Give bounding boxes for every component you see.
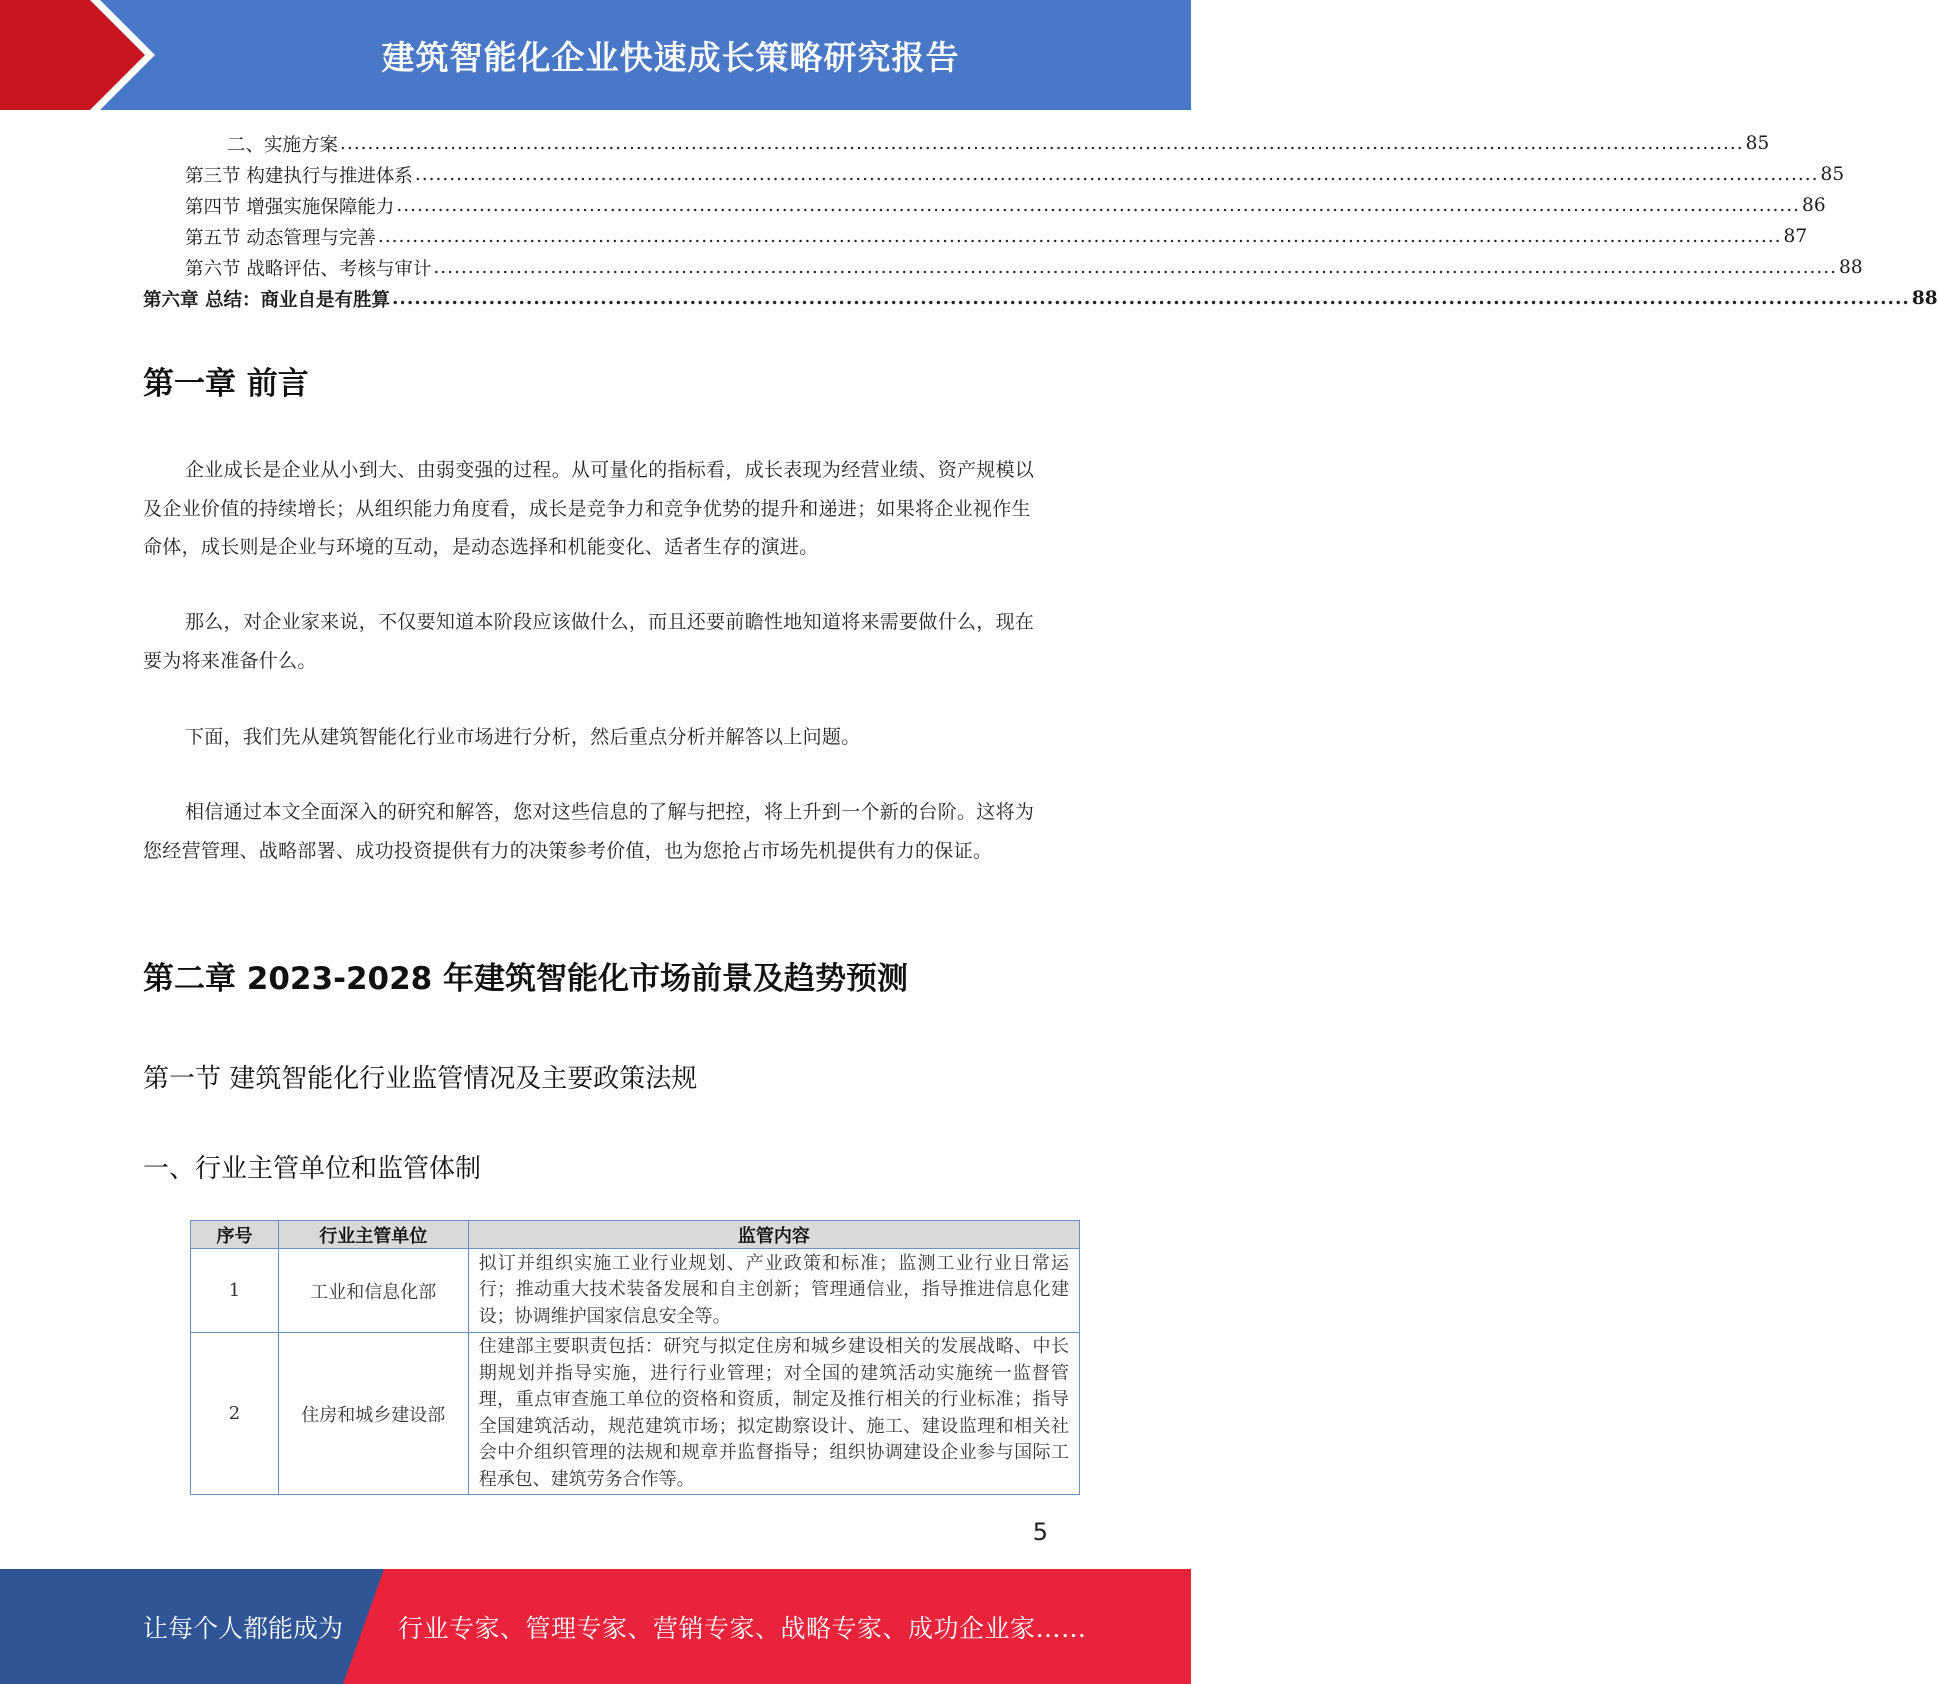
toc-entry-title: 第六节 战略评估、考核与审计: [185, 255, 433, 281]
header-title: 建筑智能化企业快速成长策略研究报告: [381, 37, 960, 77]
toc-leader-dots: ............................................................................................................................................................................................................: [396, 194, 1801, 216]
body-paragraph: 下面，我们先从建筑智能化行业市场进行分析，然后重点分析并解答以上问题。: [185, 726, 861, 748]
cell-number: 2: [191, 1333, 279, 1495]
toc-entry-page: 85: [1745, 133, 1770, 154]
cell-content: 拟订并组织实施工业行业规划、产业政策和标准；监测工业行业日常运行；推动重大技术装备发展和自主创新；管理通信业，指导推进信息化建设；协调维护国家信息安全等。: [468, 1249, 1079, 1333]
column-header: 行业主管单位: [278, 1221, 468, 1249]
page-footer: [0, 1569, 1191, 1684]
toc-entry[interactable]: [143, 252, 1863, 283]
cell-content: 住建部主要职责包括：研究与拟定住房和城乡建设相关的发展战略、中长期规划并指导实施，进行行业管理；对全国的建筑活动实施统一监督管理，重点审查施工单位的资格和资质，制定及推行相关的行业标准；指导全国建筑活动，规范建筑市场；拟定勘察设计、施工、建设监理和相关社会中介组织管理的法规和规章并监督指导；组织协调建设企业参与国际工程承包、建筑劳务合作等。: [468, 1333, 1079, 1495]
regulator-table: [190, 1220, 1080, 1495]
column-header: 监管内容: [468, 1221, 1079, 1249]
footer-slogan-left: 让每个人都能成为: [143, 1613, 344, 1643]
table-row: [191, 1333, 1080, 1495]
body-paragraph: 企业成长是企业从小到大、由弱变强的过程。从可量化的指标看，成长表现为经营业绩、资产规模以及企业价值的持续增长；从组织能力角度看，成长是竞争力和竞争优势的提升和递进；如果将企业视作生命体，成长则是企业与环境的互动，是动态选择和机能变化、适者生存的演进。: [143, 459, 1035, 558]
table-row: [191, 1249, 1080, 1333]
toc-leader-dots: ............................................................................................................................................................................................................: [340, 132, 1744, 154]
cell-unit: 住房和城乡建设部: [278, 1333, 468, 1495]
toc-entry[interactable]: [143, 283, 1938, 314]
toc-entry-title: 第六章 总结：商业自是有胜算: [143, 286, 392, 312]
toc-leader-dots: ............................................................................................................................................................................................................: [414, 163, 1819, 185]
toc-entry[interactable]: [143, 159, 1845, 190]
toc-entry-page: 88: [1911, 288, 1938, 309]
toc-leader-dots: ............................................................................................................................................................................................................: [391, 287, 1910, 309]
toc-entry-title: 第四节 增强实施保障能力: [185, 193, 396, 219]
toc-entry[interactable]: [143, 221, 1808, 252]
toc-leader-dots: ............................................................................................................................................................................................................: [377, 225, 1782, 247]
header-arrow-icon: [0, 0, 160, 110]
toc-entry-page: 86: [1802, 195, 1826, 216]
subsection-heading: 一、行业主管单位和监管体制: [143, 1154, 482, 1184]
toc-entry[interactable]: [143, 128, 1770, 159]
footer-slogan-right: 行业专家、管理专家、营销专家、战略专家、成功企业家……: [398, 1613, 1087, 1643]
page-header: [0, 0, 1191, 110]
cell-unit: 工业和信息化部: [278, 1249, 468, 1333]
section-heading: 第一节 建筑智能化行业监管情况及主要政策法规: [143, 1064, 698, 1094]
toc-entry-title: 二、实施方案: [227, 131, 340, 157]
toc-entry-title: 第五节 动态管理与完善: [185, 224, 378, 250]
table-of-contents: [143, 128, 1938, 314]
chapter-heading: 第二章 2023-2028 年建筑智能化市场前景及趋势预测: [143, 961, 909, 997]
column-header: 序号: [191, 1221, 279, 1249]
chapter-heading: 第一章 前言: [143, 366, 309, 402]
page-number: 5: [1032, 1518, 1048, 1546]
table-header-row: [191, 1221, 1080, 1249]
toc-entry-page: 87: [1783, 226, 1808, 247]
body-paragraph: 相信通过本文全面深入的研究和解答，您对这些信息的了解与把控，将上升到一个新的台阶。这将为您经营管理、战略部署、成功投资提供有力的决策参考价值，也为您抢占市场先机提供有力的保证。: [143, 801, 1035, 862]
body-paragraph: 那么，对企业家来说，不仅要知道本阶段应该做什么，而且还要前瞻性地知道将来需要做什么，现在要为将来准备什么。: [143, 611, 1035, 672]
toc-entry-title: 第三节 构建执行与推进体系: [185, 162, 415, 188]
toc-entry-page: 85: [1820, 164, 1845, 185]
cell-number: 1: [191, 1249, 279, 1333]
toc-entry[interactable]: [143, 190, 1826, 221]
toc-leader-dots: ............................................................................................................................................................................................................: [433, 256, 1838, 278]
toc-entry-page: 88: [1839, 257, 1863, 278]
